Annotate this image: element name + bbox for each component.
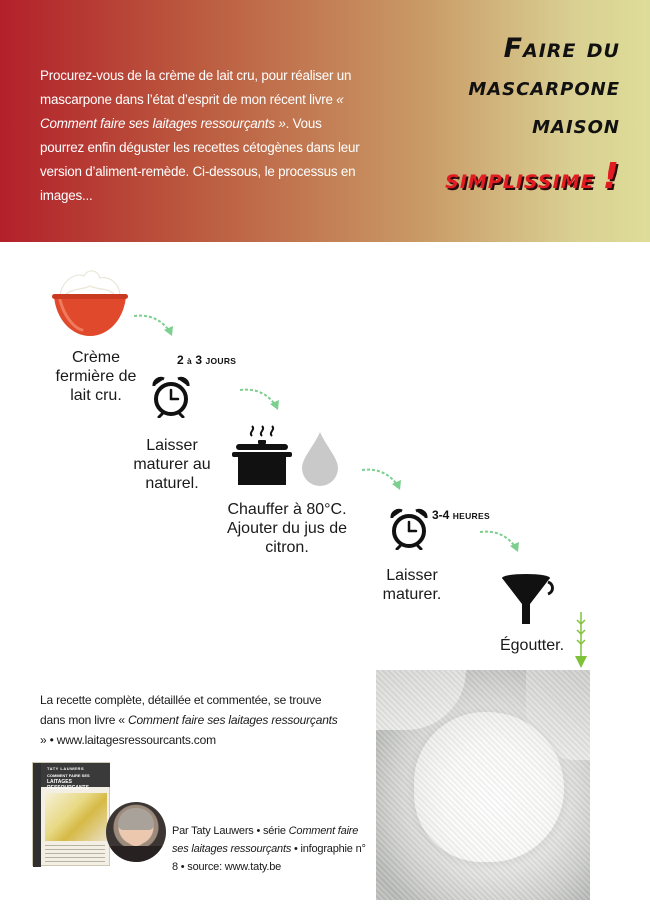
step-3-line-2: Ajouter du jus de — [226, 520, 348, 537]
footer-text-1: La recette complète, détaillée et commentée, se trouve dans mon livre « — [40, 693, 322, 727]
duration-1 — [177, 353, 236, 367]
curved-arrow-icon — [360, 466, 406, 494]
step-2-label — [120, 436, 224, 493]
bowl-of-cream-icon — [52, 266, 128, 338]
intro-paragraph — [40, 64, 360, 208]
author-avatar — [106, 802, 166, 862]
intro-book-title: « Comment faire ses laitages ressourçants » — [40, 92, 344, 131]
curved-arrow-icon — [238, 386, 284, 414]
duration-1-start: 2 — [177, 353, 184, 367]
book-cover-author: TATY LAUWERS — [47, 766, 85, 771]
step-5-line-1: Égoutter. — [499, 637, 565, 654]
step-4-line-1: Laisser — [386, 567, 438, 584]
intro-text-1: Procurez-vous de la crème de lait cru, pour réaliser un mascarpone dans l’état d’esprit de mon récent livre — [40, 68, 352, 107]
steaming-pot-icon — [230, 424, 294, 488]
step-2-line-3: naturel. — [145, 475, 199, 492]
alarm-clock-icon — [388, 508, 430, 550]
title-exclamation: ! — [602, 156, 620, 197]
duration-1-unit: JOURS — [205, 356, 237, 366]
curved-arrow-icon — [132, 312, 178, 340]
title-line-2: mascarpone — [468, 72, 620, 101]
step-4-label — [364, 566, 460, 604]
step-1-line-1: Crème — [71, 349, 120, 366]
intro-text-2: . Vous pourrez enfin déguster les recettes cétogènes dans leur version d’aliment-remède. Ci-dessous, le processus en images... — [40, 116, 360, 203]
credit-source: • infographie n° 8 • source: www.taty.be — [172, 843, 366, 873]
step-2-line-2: maturer au — [133, 456, 211, 473]
credit-series: Comment faire ses laitages ressourçants — [172, 825, 359, 855]
step-1-line-3: lait cru. — [70, 387, 122, 404]
footer-book-title: Comment faire ses laitages ressourçants — [127, 713, 338, 727]
title-line-3: maison — [532, 110, 620, 139]
duration-2-unit: HEURES — [452, 511, 490, 521]
book-cover — [32, 762, 110, 866]
footer-text-2: » • www.laitagesressourcants.com — [40, 733, 216, 747]
footer-text — [40, 690, 340, 750]
step-3-line-1: Chauffer à 80°C. — [227, 501, 347, 518]
step-4-line-2: maturer. — [382, 586, 442, 603]
funnel-icon — [500, 572, 556, 628]
book-cover-line-1: COMMENT FAIRE SES — [47, 773, 90, 778]
duration-1-end: 3 — [195, 353, 203, 367]
title-line-1: Faire du — [503, 33, 620, 64]
step-1-label — [44, 348, 148, 405]
curved-arrow-icon — [478, 528, 524, 556]
duration-1-to: à — [187, 356, 193, 366]
down-arrow-icon — [574, 610, 588, 670]
step-3-line-3: citron. — [265, 539, 309, 556]
mascarpone-photo — [376, 670, 590, 900]
drop-icon — [300, 430, 340, 486]
duration-2 — [432, 508, 490, 522]
title-accent — [380, 158, 620, 199]
step-5-label — [492, 636, 572, 655]
step-1-line-2: fermière de — [55, 368, 137, 385]
credit-text — [172, 822, 372, 876]
title-accent-word: simplissime — [445, 164, 595, 195]
step-2-line-1: Laisser — [146, 437, 198, 454]
duration-2-range: 3-4 — [432, 508, 450, 522]
page-title — [380, 30, 620, 199]
alarm-clock-icon — [150, 376, 192, 418]
credit-author: Par Taty Lauwers • série — [172, 825, 289, 837]
book-cover-line-2: LAITAGES RESSOURÇANTS — [47, 779, 89, 791]
header-banner — [0, 0, 650, 242]
step-3-label — [216, 500, 358, 557]
